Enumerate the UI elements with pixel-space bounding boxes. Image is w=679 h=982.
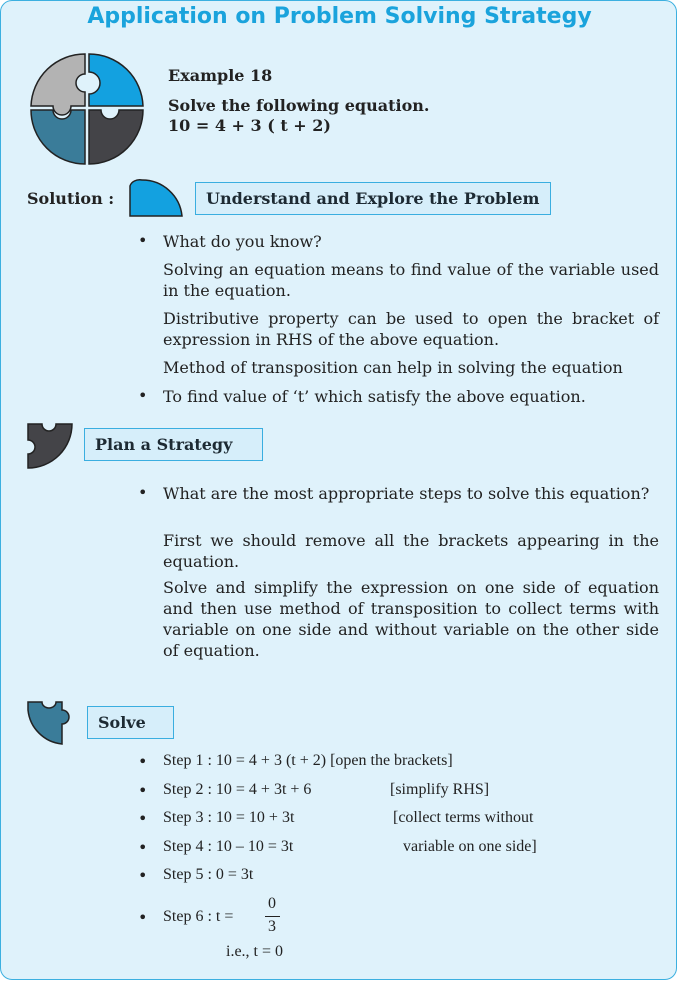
step-5: Step 5 : 0 = 3t: [163, 866, 254, 883]
puzzle-logo-icon: [27, 48, 147, 168]
example-line-1: Solve the following equation.: [168, 96, 430, 115]
bullet: •: [138, 231, 148, 250]
note-variable-one-side: variable on one side]: [403, 838, 537, 855]
puzzle-piece-teal-icon: [26, 700, 76, 746]
section-header-solve: Solve: [87, 706, 174, 739]
section1-bullet-2: To find value of ‘t’ which satisfy the above equation.: [163, 387, 586, 406]
fraction-bar: [265, 916, 280, 917]
puzzle-piece-dark-icon: [26, 420, 74, 472]
bullet: •: [138, 752, 148, 771]
bullet: •: [138, 483, 148, 502]
note-simplify-rhs: [simplify RHS]: [390, 781, 490, 798]
bullet: •: [138, 908, 148, 927]
section2-para-1: First we should remove all the brackets appearing in the equation.: [163, 531, 659, 571]
bullet: •: [138, 838, 148, 857]
section2-bullet-1: What are the most appropriate steps to solve this equation?: [163, 484, 650, 503]
solution-label: Solution :: [27, 189, 115, 208]
example-equation: 10 = 4 + 3 ( t + 2): [168, 116, 331, 135]
fraction-denominator: 3: [268, 918, 276, 935]
section1-para-1: Solving an equation means to find value of the variable used in the equation.: [163, 260, 659, 300]
section1-para-3: Method of transposition can help in solving the equation: [163, 358, 623, 377]
bullet: •: [138, 809, 148, 828]
step-2: Step 2 : 10 = 4 + 3t + 6: [163, 781, 312, 798]
puzzle-piece-blue-icon: [128, 174, 184, 218]
example-label: Example 18: [168, 66, 273, 85]
section2-para-2: Solve and simplify the expression on one side of equation and then use method of transposition to collect terms with variable on one side and without variable on the other side of equation.: [163, 578, 659, 660]
page-title: Application on Problem Solving Strategy: [87, 4, 592, 29]
step-1: Step 1 : 10 = 4 + 3 (t + 2) [open the brackets]: [163, 752, 453, 769]
bullet: •: [138, 781, 148, 800]
section-header-understand: Understand and Explore the Problem: [195, 182, 551, 215]
final-answer: i.e., t = 0: [226, 943, 284, 960]
section1-para-2: Distributive property can be used to open the bracket of expression in RHS of the above equation.: [163, 309, 659, 349]
bullet: •: [138, 386, 148, 405]
section1-bullet-1: What do you know?: [163, 232, 322, 251]
bullet: •: [138, 866, 148, 885]
step-4: Step 4 : 10 – 10 = 3t: [163, 838, 294, 855]
example-statement: [168, 96, 429, 136]
note-collect-terms: [collect terms without: [393, 809, 534, 826]
step-3: Step 3 : 10 = 10 + 3t: [163, 809, 295, 826]
section-header-plan: Plan a Strategy: [84, 428, 263, 461]
step-6: Step 6 : t =: [163, 908, 234, 925]
fraction-numerator: 0: [268, 895, 276, 912]
